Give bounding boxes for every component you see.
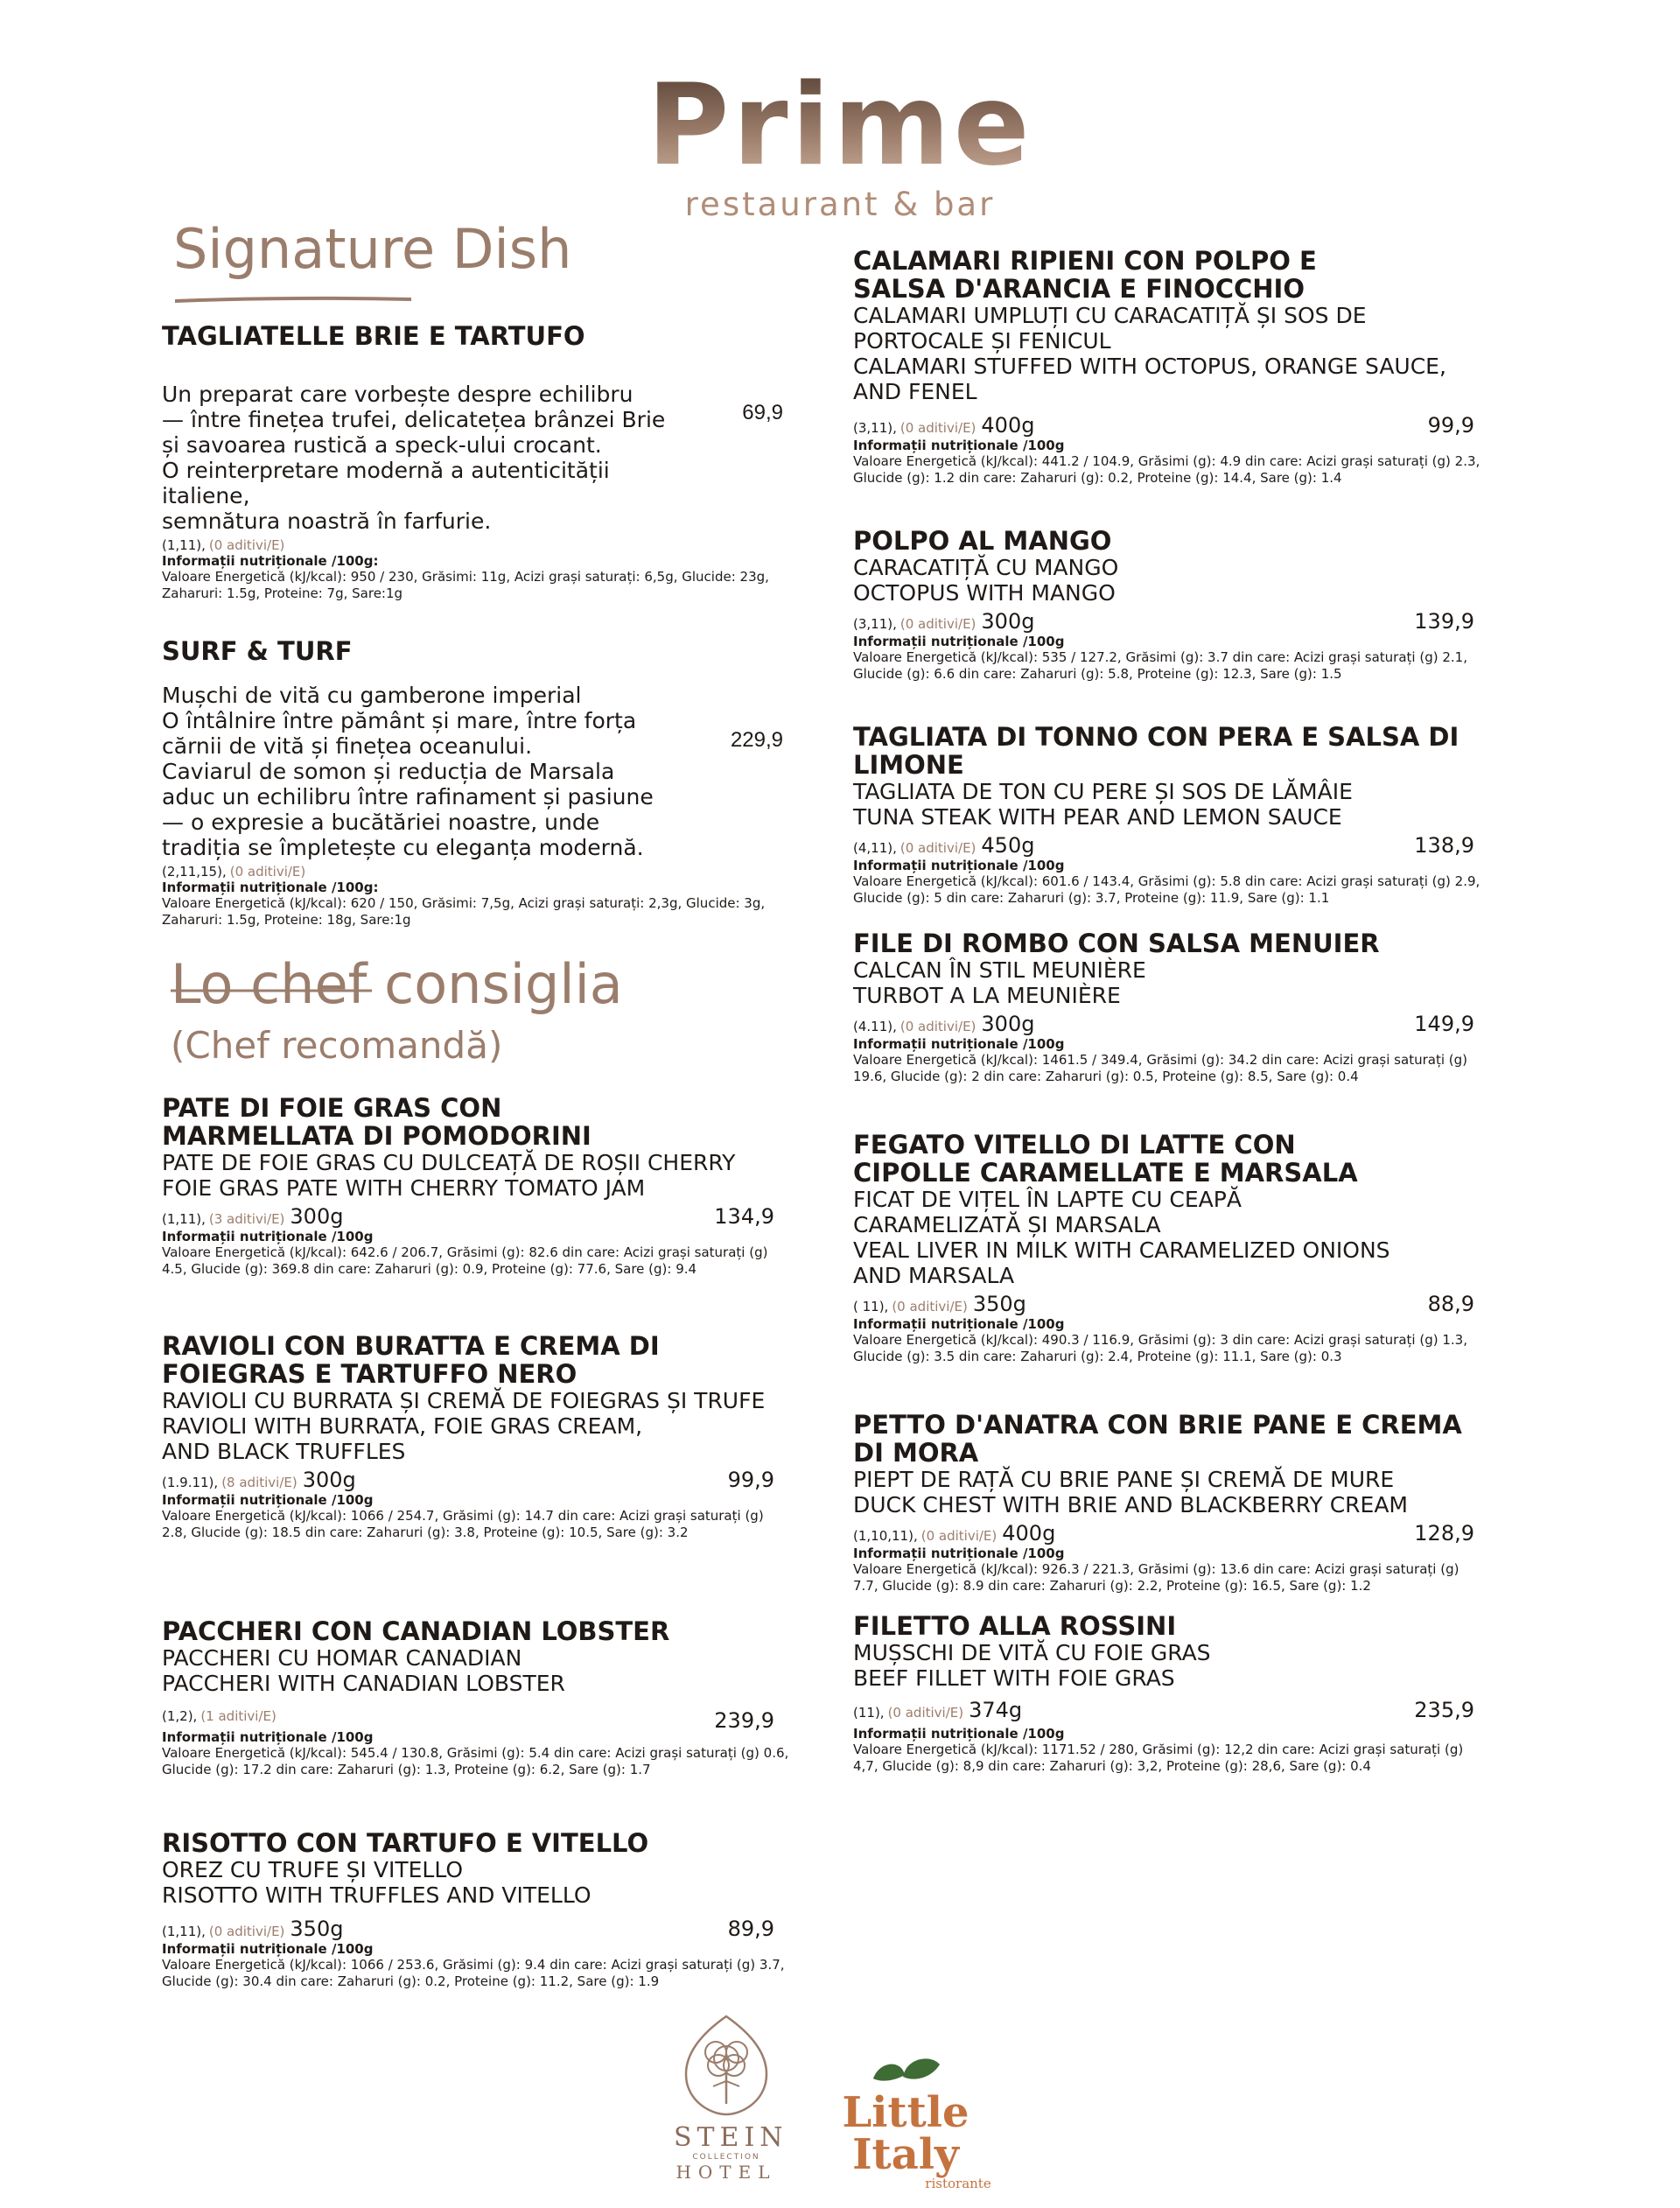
dish-name: RAVIOLI CON BURATTA E CREMA DI FOIEGRAS E TARTUFFO NERO — [162, 1331, 660, 1389]
dish-tagliata-tonno — [853, 723, 1501, 907]
dish-tagliatelle — [162, 322, 792, 602]
weight: 400g — [981, 413, 1035, 438]
dish-meta — [853, 413, 1501, 438]
dish-rombo — [853, 929, 1501, 1085]
dish-en: OCTOPUS WITH MANGO — [853, 580, 1116, 606]
nutrition-values: Valoare Energetică (kJ/kcal): 490.3 / 116.9, Grăsimi (g): 3 din care: Acizi grași saturați (g) 1.3, Glucide (g): 3.5 din care: Zaharuri (g): 2.4, Proteine (g): 11.1, Sare (g): 0.3 — [853, 1332, 1467, 1364]
little-italy-ristorante: ristorante — [925, 2176, 991, 2191]
dish-polpo — [853, 527, 1501, 683]
dish-surf-turf — [162, 637, 792, 929]
additives: (0 aditivi/E) — [900, 420, 976, 436]
additives: (0 aditivi/E) — [900, 616, 976, 632]
dish-ro: RAVIOLI CU BURRATA ȘI CREMĂ DE FOIEGRAS ȘI TRUFE — [162, 1388, 766, 1413]
dish-ravioli — [162, 1332, 792, 1541]
dish-name: FEGATO VITELLO DI LATTE CON CIPOLLE CARAMELLATE E MARSALA — [853, 1130, 1358, 1188]
additives: (0 aditivi/E) — [208, 537, 285, 553]
little-italy-logo — [783, 2052, 1028, 2191]
dish-ro: PACCHERI CU HOMAR CANADIAN — [162, 1645, 522, 1671]
nutrition-heading: Informații nutriționale /100g — [853, 1316, 1065, 1332]
nutrition-values: Valoare Energetică (kJ/kcal): 545.4 / 130.8, Grăsimi (g): 5.4 din care: Acizi grași saturați (g) 0.6, Glucide (g): 17.2 din care: Zaharuri (g): 1.3, Proteine (g): 6.2, Sare (g): 1.7 — [162, 1745, 789, 1777]
nutrition-heading: Informații nutriționale /100g — [853, 1546, 1065, 1561]
dish-meta — [853, 1521, 1501, 1546]
weight: 300g — [290, 1204, 344, 1229]
nutrition-values: Valoare Energetică (kJ/kcal): 1066 / 254.7, Grăsimi (g): 14.7 din care: Acizi grași saturați (g) 2.8, Glucide (g): 18.5 din care: Zaharuri (g): 3.8, Proteine (g): 10.5, Sare (g): 3.2 — [162, 1508, 764, 1540]
additives: (0 aditivi/E) — [887, 1705, 964, 1721]
dish-ro: MUȘSCHI DE VITĂ CU FOIE GRAS — [853, 1640, 1211, 1665]
additives: (3 aditivi/E) — [208, 1211, 285, 1227]
nutrition-values: Valoare Energetică (kJ/kcal): 535 / 127.2, Grăsimi (g): 3.7 din care: Acizi grași saturați (g) 2.1, Glucide (g): 6.6 din care: Zaharuri (g): 5.8, Proteine (g): 12.3, Sare (g): 1.5 — [853, 649, 1467, 682]
chef-title — [171, 952, 623, 1067]
dish-en: BEEF FILLET WITH FOIE GRAS — [853, 1665, 1175, 1691]
nutrition-values: Valoare Energetică (kJ/kcal): 642.6 / 206.7, Grăsimi (g): 82.6 din care: Acizi grași saturați (g) 4.5, Glucide (g): 369.8 din care: Zaharuri (g): 0.9, Proteine (g): 77.6, Sare (g): 9.4 — [162, 1244, 768, 1277]
additives: (1 aditivi/E) — [200, 1708, 276, 1724]
allergens: ( 11), — [853, 1299, 889, 1314]
dish-name: CALAMARI RIPIENI CON POLPO E SALSA D'ARANCIA E FINOCCHIO — [853, 246, 1317, 304]
dish-en: RAVIOLI WITH BURRATA, FOIE GRAS CREAM, AND BLACK TRUFFLES — [162, 1413, 643, 1464]
allergens: (1,11), — [162, 537, 206, 553]
dish-name: PETTO D'ANATRA CON BRIE PANE E CREMA DI MORA — [853, 1410, 1462, 1468]
logo-subtitle: restaurant & bar — [684, 186, 996, 223]
dish-ro: CALAMARI UMPLUȚI CU CARACATIȚĂ ȘI SOS DE PORTOCALE ȘI FENICUL — [853, 303, 1367, 354]
dish-en: CALAMARI STUFFED WITH OCTOPUS, ORANGE SAUCE, AND FENEL — [853, 354, 1446, 404]
dish-price: 99,9 — [727, 1468, 774, 1492]
dish-anatra — [853, 1411, 1501, 1595]
weight: 350g — [972, 1292, 1026, 1316]
stein-emblem-icon — [678, 2013, 774, 2118]
dish-name: TAGLIATA DI TONNO CON PERA E SALSA DI LIMONE — [853, 722, 1460, 780]
dish-meta — [162, 537, 792, 553]
dish-meta — [162, 1708, 792, 1733]
dish-rossini — [853, 1612, 1501, 1775]
dish-ro: OREZ CU TRUFE ȘI VITELLO — [162, 1857, 464, 1882]
allergens: (3,11), — [853, 616, 897, 632]
additives: (0 aditivi/E) — [229, 864, 306, 880]
dish-price: 239,9 — [714, 1708, 774, 1733]
dish-price: 235,9 — [1414, 1698, 1474, 1722]
nutrition-values: Valoare Energetică (kJ/kcal): 926.3 / 221.3, Grăsimi (g): 13.6 din care: Acizi grași saturați (g) 7.7, Glucide (g): 8.9 din care: Zaharuri (g): 2.2, Proteine (g): 16.5, Sare (g): 1.2 — [853, 1561, 1460, 1594]
dish-meta — [853, 833, 1501, 858]
nutrition-heading: Informații nutriționale /100g — [162, 1941, 374, 1957]
dish-price: 128,9 — [1414, 1521, 1474, 1546]
nutrition-heading: Informații nutriționale /100g — [162, 1729, 374, 1745]
stein-name: STEIN — [674, 2122, 788, 2153]
dish-meta — [162, 1204, 792, 1229]
additives: (0 aditivi/E) — [892, 1299, 968, 1314]
dish-description: Mușchi de vită cu gamberone imperial O întâlnire între pământ și mare, între forța cărnii de vită și finețea oceanului. Caviarul de somon și reducția de Marsala aduc un echilibru între rafinament și pasiune — o expresie a bucătăriei noastre, unde tradiția se împletește cu eleganța modernă. — [162, 683, 654, 860]
dish-price: 89,9 — [727, 1917, 774, 1941]
little-italy-name: Little Italy — [842, 2088, 970, 2179]
dish-price: 139,9 — [1414, 609, 1474, 634]
dish-en: PACCHERI WITH CANADIAN LOBSTER — [162, 1671, 565, 1696]
additives: (0 aditivi/E) — [900, 840, 976, 856]
dish-ro: FICAT DE VIȚEL ÎN LAPTE CU CEAPĂ CARAMELIZATĂ ȘI MARSALA — [853, 1187, 1242, 1237]
allergens: (3,11), — [853, 420, 897, 436]
chef-title-text: Lo chef consiglia — [171, 952, 623, 1016]
allergens: (1,11), — [162, 1211, 206, 1227]
weight: 300g — [302, 1468, 356, 1492]
additives: (0 aditivi/E) — [920, 1528, 998, 1544]
nutrition-heading: Informații nutriționale /100g — [162, 1492, 374, 1508]
prime-logo — [0, 60, 1680, 223]
dish-ro: TAGLIATA DE TON CU PERE ȘI SOS DE LĂMÂIE — [853, 779, 1353, 804]
allergens: (1,2), — [162, 1708, 198, 1724]
stein-collection: COLLECTION — [692, 2153, 760, 2162]
dish-meta — [853, 1012, 1501, 1036]
stein-hotel-logo — [674, 2013, 788, 2183]
nutrition-heading: Informații nutriționale /100g: — [162, 880, 379, 895]
title-rule — [175, 296, 411, 305]
dish-name: POLPO AL MANGO — [853, 526, 1112, 556]
dish-en: FOIE GRAS PATE WITH CHERRY TOMATO JAM — [162, 1175, 646, 1201]
dish-meta — [162, 1917, 792, 1941]
chef-subtitle: (Chef recomandă) — [171, 1024, 503, 1067]
weight: 300g — [981, 1012, 1035, 1036]
allergens: (1,10,11), — [853, 1528, 918, 1544]
dish-en: VEAL LIVER IN MILK WITH CARAMELIZED ONIONS AND MARSALA — [853, 1237, 1390, 1288]
dish-fegato — [853, 1131, 1501, 1365]
allergens: (4.11), — [853, 1019, 897, 1034]
dish-ro: PIEPT DE RAȚĂ CU BRIE PANE ȘI CREMĂ DE MURE — [853, 1467, 1395, 1492]
nutrition-values: Valoare Energetică (kJ/kcal): 441.2 / 104.9, Grăsimi (g): 4.9 din care: Acizi grași saturați (g) 2.3, Glucide (g): 1.2 din care: Zaharuri (g): 0.2, Proteine (g): 14.4, Sare (g): 1.4 — [853, 453, 1480, 486]
additives: (8 aditivi/E) — [221, 1475, 298, 1490]
dish-en: TUNA STEAK WITH PEAR AND LEMON SAUCE — [853, 804, 1342, 830]
weight: 374g — [969, 1698, 1023, 1722]
chef-title-rule — [171, 987, 372, 994]
stein-hotel-word: HOTEL — [676, 2162, 777, 2183]
nutrition-heading: Informații nutriționale /100g — [162, 1229, 374, 1244]
nutrition-values: Valoare Energetică (kJ/kcal): 601.6 / 143.4, Grăsimi (g): 5.8 din care: Acizi grași saturați (g) 2.9, Glucide (g): 5 din care: Zaharuri (g): 3.7, Proteine (g): 11.9, Sare (g): 1.1 — [853, 873, 1480, 906]
nutrition-values: Valoare Energetică (kJ/kcal): 1066 / 253.6, Grăsimi (g): 9.4 din care: Acizi grași saturați (g) 3.7, Glucide (g): 30.4 din care: Zaharuri (g): 0.2, Proteine (g): 11.2, Sare (g): 1.9 — [162, 1957, 785, 1989]
allergens: (1.9.11), — [162, 1475, 219, 1490]
dish-meta — [162, 1468, 792, 1492]
dish-name: PACCHERI CON CANADIAN LOBSTER — [162, 1616, 670, 1646]
nutrition-values: Valoare Energetică (kJ/kcal): 1171.52 / 280, Grăsimi (g): 12,2 din care: Acizi grași saturați (g) 4,7, Glucide (g): 8,9 din care: Zaharuri (g): 3,2, Proteine (g): 28,6, Sare (g): 0.4 — [853, 1742, 1464, 1774]
allergens: (4,11), — [853, 840, 897, 856]
dish-price: 149,9 — [1414, 1012, 1474, 1036]
dish-price: 88,9 — [1427, 1292, 1474, 1316]
weight: 350g — [290, 1917, 344, 1941]
dish-description: Un preparat care vorbește despre echilibru — între finețea trufei, delicatețea brânzei Brie și savoarea rustică a speck-ului crocant. O reinterpretare modernă a autenticității italiene, semnătura noastră în farfurie. — [162, 382, 666, 534]
nutrition-values: Valoare Energetică (kJ/kcal): 620 / 150, Grăsimi: 7,5g, Acizi grași saturați: 2,3g, Glucide: 3g, Zaharuri: 1.5g, Proteine: 18g, Sare:1g — [162, 895, 766, 928]
dish-meta — [853, 609, 1501, 634]
dish-ro: CARACATIȚĂ CU MANGO — [853, 555, 1119, 580]
dish-meta — [162, 864, 792, 880]
nutrition-heading: Informații nutriționale /100g — [853, 858, 1065, 873]
dish-ro: PATE DE FOIE GRAS CU DULCEAȚĂ DE ROȘII CHERRY — [162, 1150, 736, 1175]
dish-name: PATE DI FOIE GRAS CON MARMELLATA DI POMODORINI — [162, 1093, 592, 1151]
weight: 300g — [981, 609, 1035, 634]
dish-price: 69,9 — [742, 401, 783, 424]
dish-en: RISOTTO WITH TRUFFLES AND VITELLO — [162, 1882, 592, 1908]
dish-price: 99,9 — [1427, 413, 1474, 438]
leaf-icon — [866, 2052, 945, 2087]
dish-pate-foie-gras — [162, 1094, 792, 1278]
dish-risotto — [162, 1829, 792, 1990]
dish-paccheri — [162, 1617, 792, 1778]
dish-name: TAGLIATELLE BRIE E TARTUFO — [162, 321, 585, 351]
nutrition-values: Valoare Energetică (kJ/kcal): 1461.5 / 349.4, Grăsimi (g): 34.2 din care: Acizi grași saturați (g) 19.6, Glucide (g): 2 din care: Zaharuri (g): 0.5, Proteine (g): 8.5, Sare (g): 0.4 — [853, 1052, 1467, 1084]
additives: (0 aditivi/E) — [900, 1019, 976, 1034]
allergens: (11), — [853, 1705, 885, 1721]
nutrition-heading: Informații nutriționale /100g — [853, 1036, 1065, 1052]
dish-price: 138,9 — [1414, 833, 1474, 858]
weight: 400g — [1002, 1521, 1056, 1546]
nutrition-heading: Informații nutriționale /100g: — [162, 553, 379, 569]
dish-name: SURF & TURF — [162, 636, 353, 666]
dish-calamari — [853, 247, 1501, 487]
nutrition-heading: Informații nutriționale /100g — [853, 1726, 1065, 1742]
dish-en: DUCK CHEST WITH BRIE AND BLACKBERRY CREAM — [853, 1492, 1408, 1518]
dish-ro: CALCAN ÎN STIL MEUNIÈRE — [853, 957, 1146, 983]
dish-name: FILETTO ALLA ROSSINI — [853, 1611, 1177, 1641]
additives: (0 aditivi/E) — [208, 1924, 285, 1939]
logo-wordmark: Prime — [0, 70, 1680, 182]
allergens: (2,11,15), — [162, 864, 227, 880]
allergens: (1,11), — [162, 1924, 206, 1939]
signature-title: Signature Dish — [173, 217, 572, 281]
dish-meta — [853, 1698, 1501, 1722]
nutrition-heading: Informații nutriționale /100g — [853, 634, 1065, 649]
dish-price: 229,9 — [730, 728, 783, 752]
dish-en: TURBOT A LA MEUNIÈRE — [853, 983, 1121, 1008]
dish-name: FILE DI ROMBO CON SALSA MENUIER — [853, 929, 1380, 958]
dish-price: 134,9 — [714, 1204, 774, 1229]
dish-meta — [853, 1292, 1501, 1316]
weight: 450g — [981, 833, 1035, 858]
nutrition-heading: Informații nutriționale /100g — [853, 438, 1065, 453]
dish-name: RISOTTO CON TARTUFO E VITELLO — [162, 1828, 649, 1858]
nutrition-values: Valoare Energetică (kJ/kcal): 950 / 230, Grăsimi: 11g, Acizi grași saturați: 6,5g, Glucide: 23g, Zaharuri: 1.5g, Proteine: 7g, Sare:1g — [162, 569, 769, 601]
